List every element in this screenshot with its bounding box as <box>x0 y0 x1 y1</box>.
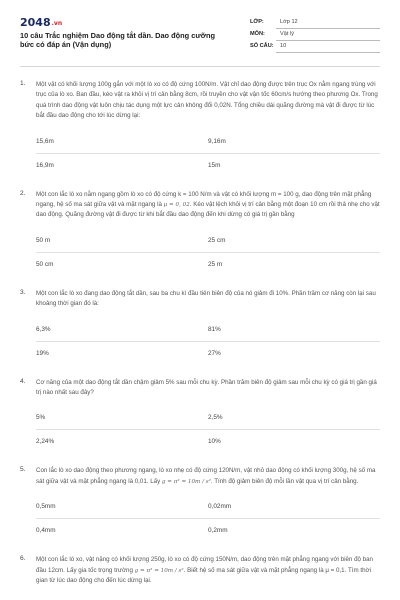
logo-text: 2048 <box>20 16 51 29</box>
question-text: Một vật có khối lượng 100g gắn với một lò xo có độ cứng 100N/m. Vật chỉ dao động được trên trục Ox nằm ngang trùng với trục của lò xo. Ban đầu, kéo vật ra khỏi vị trí cân bằng 8cm, rồi truyền cho vật vận tốc 60cm/s hướng theo phương Ox. Trong quá trình dao động vật luôn chịu tác dụng một lực cản không đổi 0,02N. Tổng chiều dài quãng đường mà vật đi được từ lúc bắt đầu dao động cho tới lúc dừng lại: <box>36 81 378 120</box>
option-a[interactable]: 6,3% <box>36 325 51 333</box>
question-4 <box>20 378 380 454</box>
question-text: Cơ năng của một dao động tắt dần chậm giảm 5% sau mỗi chu kỳ. Phần trăm biên độ giảm sau mỗi chu kỳ có giá trị gần giá trị nào nhất sau đây? <box>36 378 377 397</box>
meta-row-class <box>250 16 380 28</box>
question-1 <box>20 80 380 177</box>
options-row <box>36 318 380 342</box>
question-text-part: Một con lắc lò xo nằm ngang gồm lò xo có độ cứng k = 100 N/m và vật có khối lượng m = 100 g, dao động trên mặt phẳng ngang, hệ số ma sát giữa vật và mặt ngang là <box>36 190 372 209</box>
options-row <box>36 154 380 177</box>
options-grid <box>36 318 380 365</box>
option-c[interactable]: 0,4mm <box>36 527 56 535</box>
question-text-part: . Tính độ giảm biên độ mỗi lần vật qua vị trí cân bằng. <box>210 477 359 485</box>
question-text-part: . Kéo vật lệch khỏi vị trí cân bằng một đoạn 10 cm rồi thả nhẹ cho vật dao động. Quãng đường vật đi được từ khi bắt đầu dao động đến khi dừng có giá trị gần bằng <box>36 201 380 219</box>
math-formula: g = π² = 10m / s² <box>161 478 211 485</box>
question-2 <box>20 190 380 276</box>
options-row <box>36 406 380 430</box>
options-row <box>36 342 380 365</box>
page-title: 10 câu Trắc nghiệm Dao động tắt dần. Dao động cưỡng bức có đáp án (Vận dụng) <box>20 31 215 49</box>
meta-label: MÔN: <box>250 31 265 37</box>
option-b[interactable]: 81% <box>208 325 221 333</box>
meta-label: SỐ CÂU: <box>250 43 274 49</box>
question-text-part: . Biết hệ số ma sát giữa vật và mặt phẳng ngang là μ = 0,1. Tìm thời gian từ lúc dao động cho đến lúc dừng lại. <box>36 566 371 585</box>
question-text <box>36 555 380 586</box>
option-a[interactable]: 50 m <box>36 236 51 244</box>
option-c[interactable]: 16,9m <box>36 161 54 169</box>
question-list <box>20 80 380 600</box>
option-a[interactable]: 5% <box>36 414 46 422</box>
question-text-part: Con lắc lò xo dao động theo phương ngang, lò xo nhẹ có độ cứng 120N/m, vật nhỏ dao động có khối lượng 300g, hệ số ma sát giữa vật và mặt phẳng ngang là 0,01. Lấy <box>36 467 376 485</box>
question-number: 6. <box>20 555 26 563</box>
option-b[interactable]: 0,02mm <box>208 503 232 511</box>
option-b[interactable]: 2,5% <box>208 414 223 422</box>
options-row <box>36 495 380 519</box>
document-header <box>20 14 380 62</box>
site-logo[interactable] <box>20 16 62 29</box>
logo-suffix: .vn <box>51 19 63 27</box>
meta-value: Vật lý <box>276 28 380 41</box>
question-number: 5. <box>20 466 26 474</box>
meta-value: 10 <box>276 40 380 53</box>
option-d[interactable]: 10% <box>208 438 221 446</box>
option-b[interactable]: 9,16m <box>208 137 226 145</box>
option-d[interactable]: 0,2mm <box>208 527 228 535</box>
options-row <box>36 430 380 453</box>
meta-row-subject <box>250 28 380 40</box>
question-text-part: Một con lắc lò xo, vật nặng có khối lượng 250g, lò xo có độ cứng 150N/m, dao động trên mặt phẳng ngang với biên độ ban đầu 12cm. Lấy gia tốc trọng trường <box>36 556 373 574</box>
question-5 <box>20 466 380 542</box>
math-formula: g = π² = 10m / s² <box>134 567 184 574</box>
option-d[interactable]: 27% <box>208 349 221 357</box>
math-formula: μ = 0, 02 <box>163 202 190 209</box>
option-c[interactable]: 2,24% <box>36 438 55 446</box>
question-text <box>36 190 380 221</box>
option-d[interactable]: 25 m <box>208 260 223 268</box>
option-d[interactable]: 15m <box>208 161 221 169</box>
options-row <box>36 229 380 253</box>
options-grid <box>36 406 380 453</box>
options-grid <box>36 130 380 177</box>
meta-row-count <box>250 40 380 52</box>
question-number: 1. <box>20 80 26 87</box>
options-row <box>36 253 380 276</box>
options-grid <box>36 229 380 276</box>
meta-value: Lớp 12 <box>276 16 380 29</box>
question-text <box>36 466 380 487</box>
question-3 <box>20 289 380 365</box>
question-number: 3. <box>20 288 26 296</box>
header-divider <box>20 66 380 67</box>
meta-table <box>250 16 380 52</box>
meta-label: LỚP: <box>250 19 264 25</box>
options-grid <box>36 495 380 542</box>
option-a[interactable]: 15,6m <box>36 137 54 145</box>
option-b[interactable]: 25 cm <box>208 236 226 244</box>
question-text: Một con lắc lò xo đang dao động tắt dần, sau ba chu kì đầu tiên biên độ của nó giảm đi 10%. Phần trăm cơ năng còn lại sau khoảng thời gian đó là: <box>36 289 376 308</box>
question-number: 2. <box>20 189 26 197</box>
option-c[interactable]: 19% <box>36 349 49 357</box>
options-row <box>36 519 380 542</box>
question-6 <box>20 555 380 586</box>
option-c[interactable]: 50 cm <box>36 260 54 268</box>
option-a[interactable]: 0,5mm <box>36 503 56 511</box>
options-row <box>36 130 380 154</box>
question-number: 4. <box>20 377 26 385</box>
